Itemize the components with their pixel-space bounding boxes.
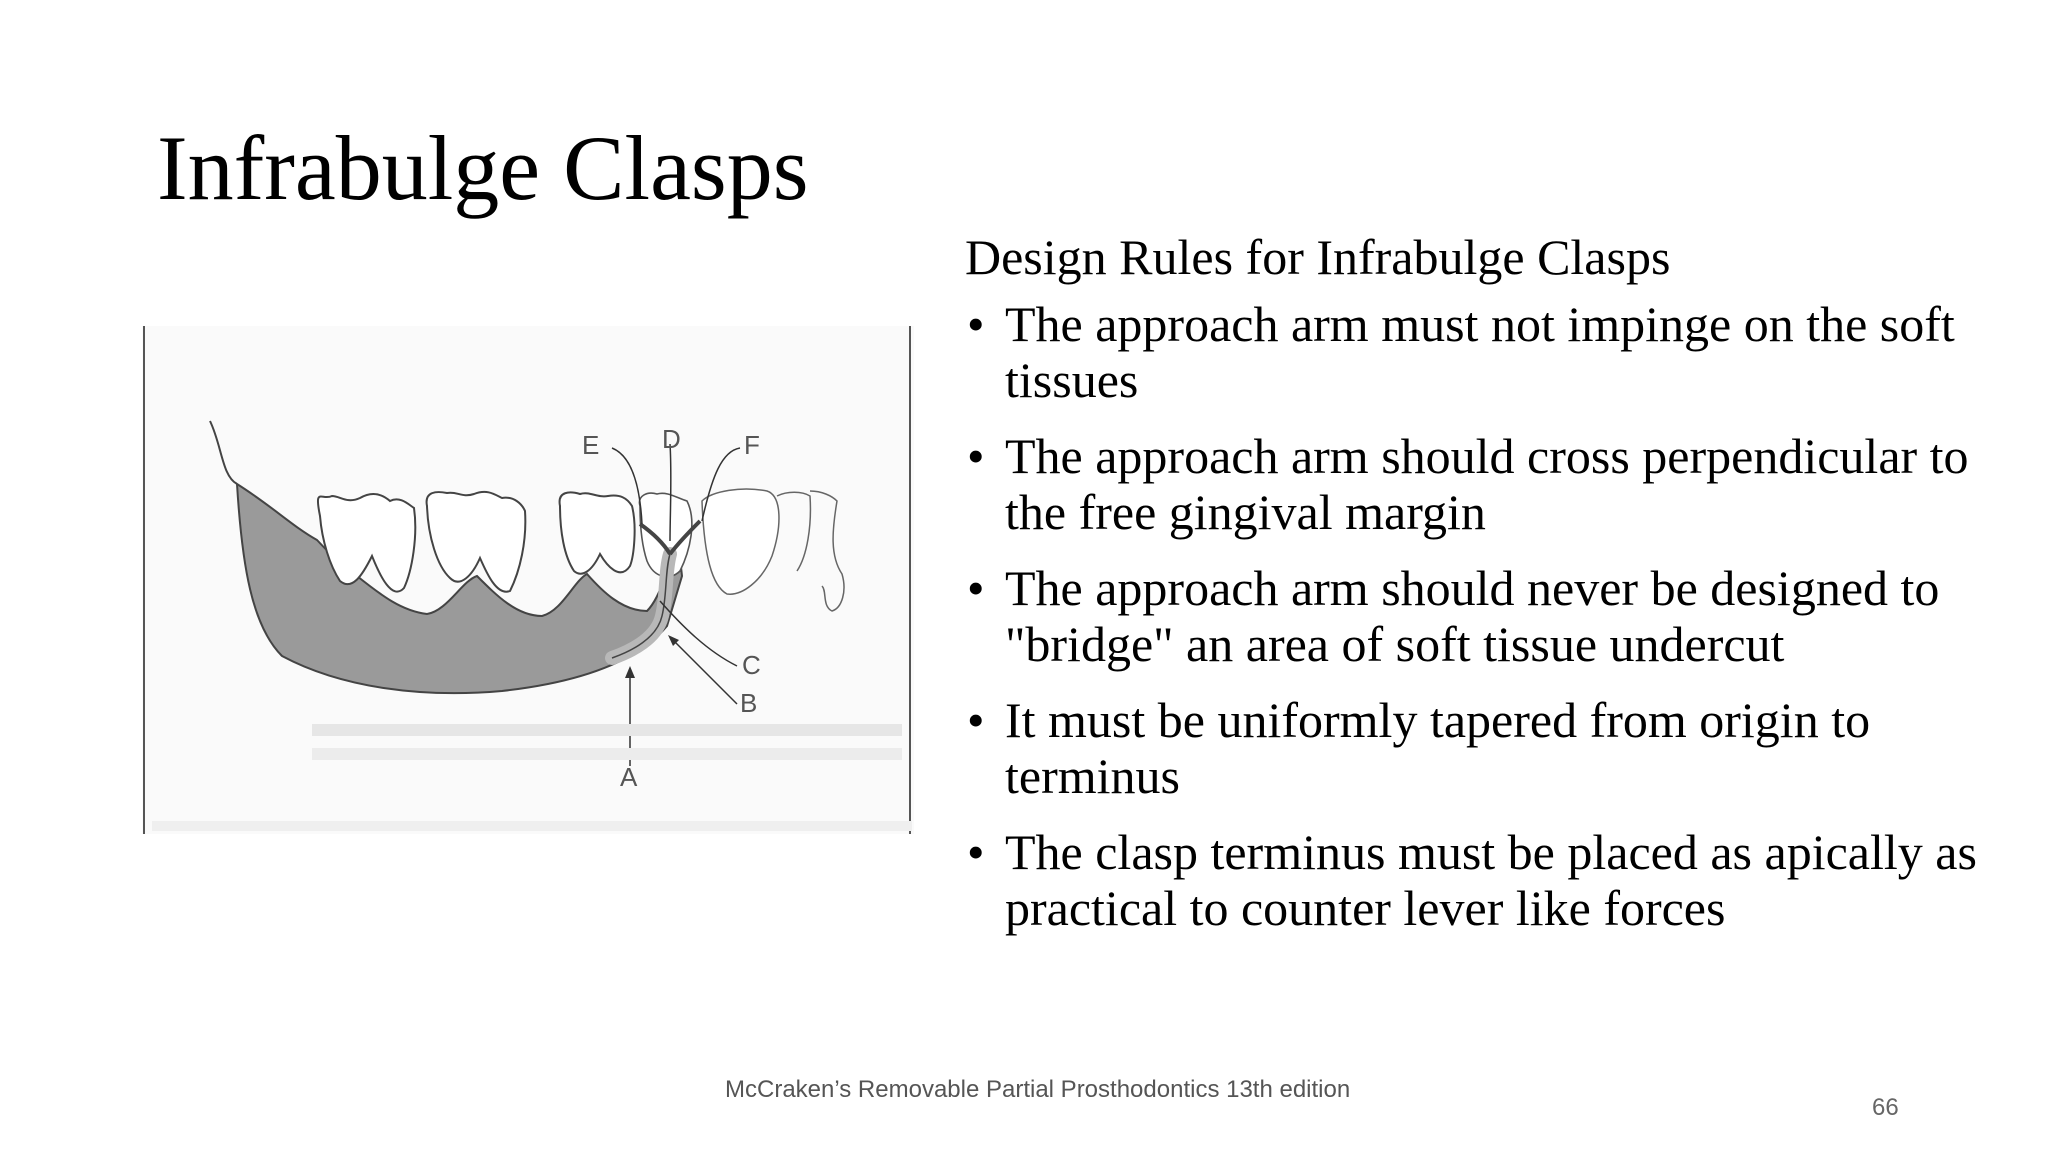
rule-text: The clasp terminus must be placed as apically as practical to counter lever like forces [1005,824,1977,936]
slide-number: 66 [1872,1094,1899,1121]
bullet-marker: • [967,428,985,484]
rule-item [965,824,2025,936]
design-rules-list [965,296,2025,936]
source-citation: McCraken’s Removable Partial Prosthodontics 13th edition [725,1076,1351,1103]
faded-text-line [312,748,902,760]
rule-item [965,296,2025,408]
rule-item [965,428,2025,540]
slide-title: Infrabulge Clasps [157,117,809,219]
label-a: A [620,762,638,792]
rule-text: The approach arm should never be designed to "bridge" an area of soft tissue undercut [1005,560,1940,672]
rule-item [965,692,2025,804]
faded-text-line [312,724,902,736]
bullet-marker: • [967,824,985,880]
label-f: F [744,430,760,460]
diagram-svg [142,326,914,834]
leader-d [670,444,671,541]
rule-text: It must be uniformly tapered from origin to terminus [1005,692,1871,804]
label-e: E [582,430,600,460]
bullet-marker: • [967,296,985,352]
bullet-marker: • [967,692,985,748]
label-d: D [662,424,681,454]
rule-item [965,560,2025,672]
faded-text-line [152,821,912,831]
label-c: C [742,650,761,680]
design-rules-heading: Design Rules for Infrabulge Clasps [965,229,1671,285]
rule-text: The approach arm must not impinge on the soft tissues [1005,296,1955,408]
bullet-marker: • [967,560,985,616]
rule-text: The approach arm should cross perpendicular to the free gingival margin [1005,428,1969,540]
infrabulge-clasp-diagram [142,326,914,834]
label-b: B [740,688,758,718]
design-rules-section [965,226,2025,956]
molar-3 [560,492,635,573]
